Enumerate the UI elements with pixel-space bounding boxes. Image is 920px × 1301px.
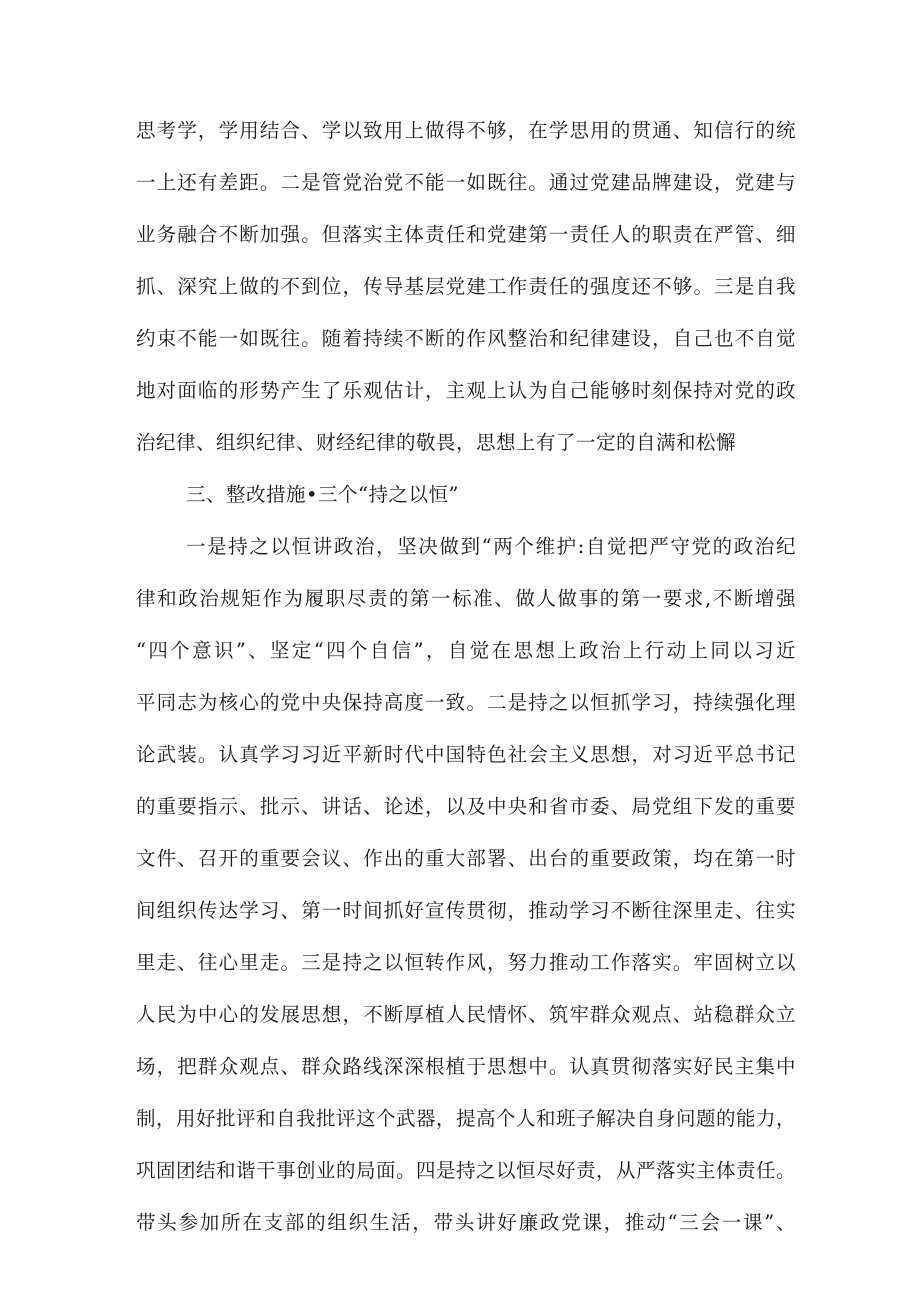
paragraph-line: 一是持之以恒讲政治，坚决做到“两个维护:自觉把严守党的政治纪: [186, 535, 796, 558]
paragraph-line: “四个意识”、坚定“四个自信”，自觉在思想上政治上行动上同以习近: [136, 639, 796, 662]
paragraph-line: 巩固团结和谐干事创业的局面。四是持之以恒尽好责，从严落实主体责任。: [136, 1159, 797, 1182]
paragraph-line: 一上还有差距。二是管党治党不能一如既往。通过党建品牌建设，党建与: [136, 171, 796, 194]
paragraph-line: 的重要指示、批示、讲话、论述，以及中央和省市委、局党组下发的重要: [136, 795, 796, 818]
paragraph-line: 间组织传达学习、第一时间抓好宣传贯彻，推动学习不断往深里走、往实: [136, 899, 796, 922]
paragraph-line: 业务融合不断加强。但落实主体责任和党建第一责任人的职责在严管、细: [136, 223, 796, 246]
paragraph-line: 治纪律、组织纪律、财经纪律的敬畏，思想上有了一定的自满和松懈: [136, 431, 737, 454]
paragraph-line: 里走、往心里走。三是持之以恒转作风，努力推动工作落实。牢固树立以: [136, 951, 796, 974]
paragraph-line: 地对面临的形势产生了乐观估计，主观上认为自己能够时刻保持对党的政: [136, 379, 796, 402]
section-heading: 三、整改措施•三个“持之以恒”: [186, 483, 459, 506]
paragraph-line: 场，把群众观点、群众路线深深根植于思想中。认真贯彻落实好民主集中: [136, 1055, 796, 1078]
paragraph-line: 制，用好批评和自我批评这个武器，提高个人和班子解决自身问题的能力，: [136, 1107, 797, 1130]
paragraph-line: 抓、深究上做的不到位，传导基层党建工作责任的强度还不够。三是自我: [136, 275, 796, 298]
paragraph-line: 文件、召开的重要会议、作出的重大部署、出台的重要政策，均在第一时: [136, 847, 796, 870]
paragraph-line: 带头参加所在支部的组织生活，带头讲好廉政党课，推动“三会一课”、: [136, 1211, 796, 1234]
paragraph-line: 平同志为核心的党中央保持高度一致。二是持之以恒抓学习，持续强化理: [136, 691, 796, 714]
paragraph-line: 律和政治规矩作为履职尽责的第一标准、做人做事的第一要求,不断增强: [136, 587, 796, 610]
paragraph-line: 人民为中心的发展思想，不断厚植人民情怀、筑牢群众观点、站稳群众立: [136, 1003, 796, 1026]
paragraph-line: 约束不能一如既往。随着持续不断的作风整治和纪律建设，自己也不自觉: [136, 327, 796, 350]
paragraph-line: 思考学，学用结合、学以致用上做得不够，在学思用的贯通、知信行的统: [136, 119, 796, 142]
paragraph-line: 论武装。认真学习习近平新时代中国特色社会主义思想，对习近平总书记: [136, 743, 796, 766]
